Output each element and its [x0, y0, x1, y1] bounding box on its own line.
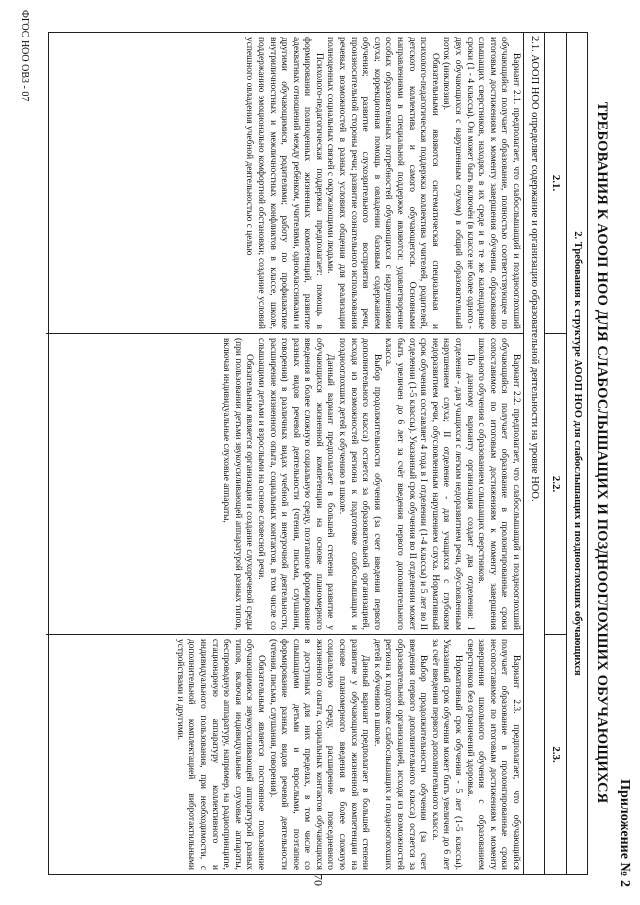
variant-2-3-paragraph: Обязательным является постоянное пользование обучающимися звукоусиливающей аппаратурой разных типов, включая индивидуальные слуховые аппараты, беспроводную аппаратуру, например, на радиопринципе, стационарную аппаратуру коллективного и индивидуального пользования, при необходимости, с дополнительной комплектацией вибротактильными устройствами и другими.: [174, 639, 266, 870]
column-header-2-2: 2.2.: [545, 334, 566, 635]
variant-2-2-paragraph: Вариант 2.2. предполагает, что слабослышащий и позднооглохший обучающийся получает образование в пролонгированные сроки сопоставимое по итоговым достижениям к моменту завершения школьного обучения с образованием слышащих сверстников.: [476, 338, 521, 630]
variant-2-3-cell: [46, 635, 523, 874]
appendix-label: Приложение № 2: [617, 779, 632, 887]
variant-2-1-paragraph: Вариант 2.1. предполагает, что слабослышащий и позднооглохший обучающийся получает образование, полностью соответствующее по итоговым достижениям к моменту завершения обучения, образованию слышащих сверстников, находясь в их среде и в те же календарные сроки (1 - 4 классы). Он может быть включён (в классе не более одного - двух обучающихся с нарушенным слухом) в общий образовательный поток (инклюзия).: [441, 37, 521, 329]
table-body-row: [46, 33, 523, 874]
variant-2-2-cell: [46, 334, 523, 635]
column-header-2-3: 2.3.: [550, 746, 562, 763]
variant-2-1-paragraph: Психолого-педагогическая поддержка предполагает: помощь в формировании полноценных жизненных компетенций, развитие адекватных отношений между ребёнком, учителями, одноклассниками и другими обучающимися, родителями; работу по профилактике внутриличностных и межличностных конфликтов в классе, школе, поддержанию эмоционально комфортной обстановки; создание условий успешного овладения учебной деятельностью с целью: [244, 37, 324, 329]
variant-2-2-paragraph: Данный вариант предполагает в большей степени развитие у обучающихся жизненной компетенции на основе планомерного введения в более сложную социальную среду, поэтапное формирование разных видов речевой деятельности (чтения, письма, слушания, говорения) в различных видах учебной и внеурочной деятельности, расширение жизненного опыта, социальных контактов, в том числе со слышащими детьми и взрослыми на основе словесной речи.: [255, 338, 336, 630]
column-header-2-1: 2.1.: [545, 33, 566, 334]
variant-2-3-paragraph: Вариант 2.3. предполагает, что обучающийся получает образование в пролонгированные сроки несопоставимое по итоговым достижениям к моменту завершения школьного обучения с образованием сверстников без ограничений здоровья.: [464, 639, 521, 870]
variant-2-1-paragraph: Обязательными являются систематическая специальная и психолого-педагогическая поддержка коллектива учителей, родителей, детского коллектива и самого обучающегося. Основными направлениями в специальной поддержке являются: удовлетворение особых образовательных потребностей обучающихся с нарушениями слуха; коррекционная помощь в овладении базовым содержанием обучения; развитие слухозрительного восприятия речи, произносительной стороны речи; развитие сознательного использования речевых возможностей в разных условиях общения для реализации полноценных социальных связей с окружающими людьми.: [325, 37, 440, 329]
variant-2-3-paragraph: Выбор продолжительности обучения (за счет введения первого дополнительного класса) остается за образовательной организацией, исходя из возможностей региона к подготовке слабослышащих и позднооглохших детей к обучению в школе.: [371, 639, 429, 870]
variant-2-1-cell: [46, 33, 523, 334]
footer-code: ФГОС НОО ОВЗ - 07: [19, 10, 30, 102]
variant-2-2-paragraph: Обязательным является организация и создание слухоречевой среды (при пользовании детьми звукоусиливающей аппаратурой разных типов, включая индивидуальные слуховые аппараты,: [221, 338, 255, 630]
variant-2-3-paragraph: Нормативный срок обучения - 5 лет (1-5 классы). Указанный срок обучения может быть увеличен до 6 лет за счёт введения первого дополнительного класса.: [429, 639, 464, 870]
page-number: 70: [311, 874, 326, 886]
variant-2-2-paragraph: Выбор продолжительности обучения (за счет введения первого дополнительного класса) остается за образовательной организацией, исходя из возможностей региона к подготовке слабослышащих и позднооглохших детей к обучению в школе.: [337, 338, 382, 630]
variant-2-2-paragraph: По данному варианту организация создает два отделения: I отделение - для учащихся с легким недоразвитием речи, обусловленным нарушением слуха; II отделение - для учащихся с глубоким недоразвитием речи, обусловленным нарушением слуха. Нормативный срок обучения составляет 4 года в I отделении (1-4 классы) и 5 лет во II отделении (1-5 классы). Указанный срок обучения во II отделении может быть увеличен до 6 лет за счёт введения первого дополнительного класса.: [383, 338, 475, 630]
document-title: ТРЕБОВАНИЯ К АООП НОО ДЛЯ СЛАБОСЛЫШАЩИХ И ПОЗДНООГЛОХШИХ ОБУЧАЮЩИХСЯ: [594, 101, 610, 804]
requirements-table: [48, 32, 588, 875]
table-caption: 2. Требования к структуре АООП НОО для слабослышащих и позднооглохших обучающихся: [566, 33, 587, 874]
variant-2-3-paragraph: Данный вариант предполагает в большей степени развитие у обучающихся жизненной компетенции на основе планомерного введения в более сложную социальную среду, расширение повседневного жизненного опыта, социальных контактов обучающихся в доступных для них пределах, в том числе со слышащими детьми и взрослыми, поэтапное формирование разных видов речевой деятельности (чтения, письма, слушания, говорения).: [267, 639, 371, 870]
section-row: 2.1. АООП НОО определяет содержание и организацию образовательной деятельности на уровне НОО.: [523, 33, 544, 874]
table-header-row: [544, 33, 566, 874]
